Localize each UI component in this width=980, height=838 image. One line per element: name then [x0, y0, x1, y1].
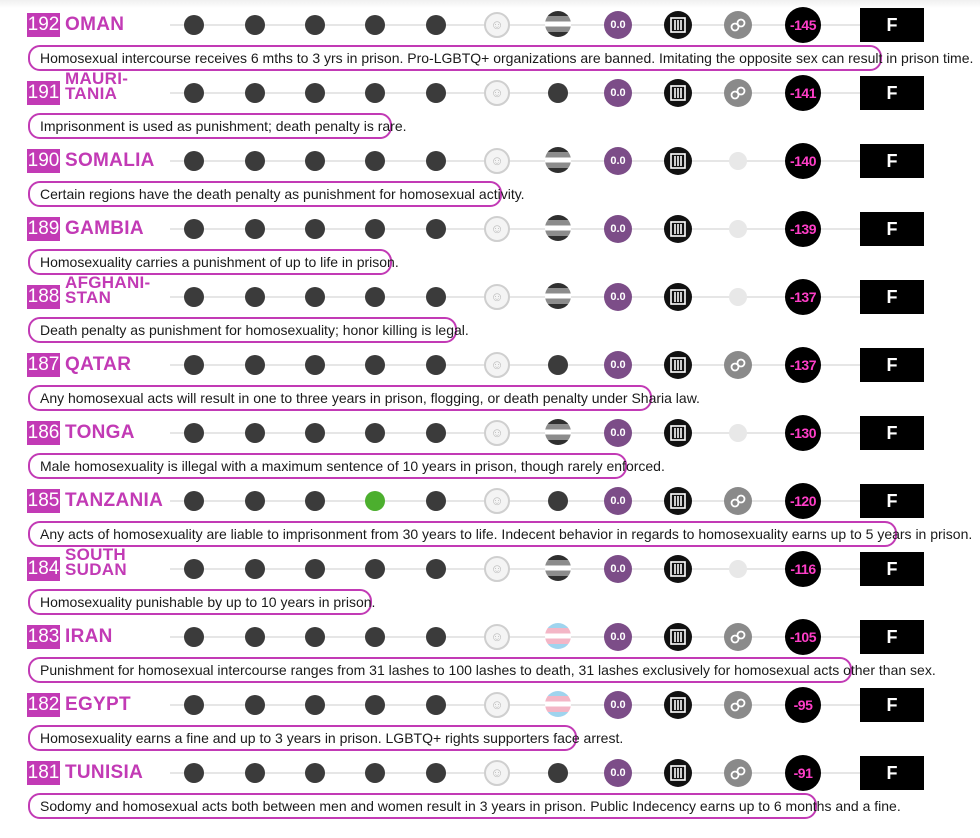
total-score: -141	[785, 75, 821, 111]
face-icon: ☺	[484, 352, 510, 378]
indicator-dot	[305, 15, 325, 35]
zero-score-badge: 0.0	[604, 215, 632, 243]
face-icon: ☺	[484, 488, 510, 514]
indicator-dot	[184, 763, 204, 783]
indicator-dot	[426, 151, 446, 171]
indicator-dot	[548, 763, 568, 783]
country-note: Imprisonment is used as punishment; death penalty is rare.	[28, 113, 392, 139]
rank-badge: 192	[27, 14, 60, 35]
country-name: QATAR	[65, 354, 132, 375]
country-name: GAMBIA	[65, 218, 144, 239]
zero-score-badge: 0.0	[604, 147, 632, 175]
zero-score-badge: 0.0	[604, 79, 632, 107]
indicator-dot	[184, 287, 204, 307]
prison-icon	[664, 419, 692, 447]
indicator-dot	[305, 219, 325, 239]
country-note: Sodomy and homosexual acts both between men and women result in 3 years in prison. Public Indecency earns up to 6 months and a fine.	[28, 793, 817, 819]
indicator-dot	[305, 287, 325, 307]
grade-badge: F	[860, 212, 924, 246]
handcuffs-icon	[724, 623, 752, 651]
country-name-line: AFGHANI-	[65, 273, 151, 292]
row-guide-line	[170, 500, 860, 502]
indicator-dot	[245, 287, 265, 307]
indicator-dot	[426, 287, 446, 307]
indicator-dot	[245, 491, 265, 511]
table-row	[0, 543, 980, 611]
striped-flag-icon	[545, 555, 571, 581]
striped-flag-icon	[545, 419, 571, 445]
total-score: -95	[785, 687, 821, 723]
indicator-dot	[245, 15, 265, 35]
grade-badge: F	[860, 280, 924, 314]
indicator-dot	[305, 695, 325, 715]
total-score: -105	[785, 619, 821, 655]
grade-badge: F	[860, 688, 924, 722]
country-name: IRAN	[65, 626, 113, 647]
indicator-dot	[426, 83, 446, 103]
zero-score-badge: 0.0	[604, 691, 632, 719]
total-score: -137	[785, 279, 821, 315]
country-name: TUNISIA	[65, 762, 144, 783]
rank-badge: 181	[27, 762, 60, 783]
indicator-dot	[305, 627, 325, 647]
row-guide-line	[170, 296, 860, 298]
country-name-line: MAURI-	[65, 69, 129, 88]
table-row	[0, 611, 980, 679]
indicator-dot	[305, 559, 325, 579]
country-note: Homosexuality punishable by up to 10 years in prison.	[28, 589, 372, 615]
row-guide-line	[170, 704, 860, 706]
country-note: Male homosexuality is illegal with a maximum sentence of 10 years in prison, though rarely enforced.	[28, 453, 627, 479]
empty-indicator-dot	[729, 288, 747, 306]
indicator-dot	[245, 695, 265, 715]
indicator-dot	[305, 151, 325, 171]
face-icon: ☺	[484, 216, 510, 242]
table-row	[0, 747, 980, 815]
country-name	[65, 71, 175, 107]
indicator-dot	[184, 627, 204, 647]
country-name: TONGA	[65, 422, 135, 443]
country-note: Homosexuality earns a fine and up to 3 years in prison. LGBTQ+ rights supporters face arrest.	[28, 725, 577, 751]
country-name: EGYPT	[65, 694, 131, 715]
table-row	[0, 67, 980, 135]
country-note: Any homosexual acts will result in one to three years in prison, flogging, or death penalty under Sharia law.	[28, 385, 652, 411]
zero-score-badge: 0.0	[604, 555, 632, 583]
indicator-dot	[548, 491, 568, 511]
table-row	[0, 475, 980, 543]
country-name	[65, 275, 175, 311]
indicator-dot	[184, 491, 204, 511]
total-score: -116	[785, 551, 821, 587]
indicator-dot	[365, 695, 385, 715]
face-icon: ☺	[484, 12, 510, 38]
indicator-dot	[184, 219, 204, 239]
total-score: -91	[785, 755, 821, 791]
indicator-dot	[426, 423, 446, 443]
indicator-dot	[184, 15, 204, 35]
country-note: Punishment for homosexual intercourse ranges from 31 lashes to 100 lashes to death, 31 lashes exclusively for homosexual acts other than sex.	[28, 657, 852, 683]
indicator-dot	[426, 15, 446, 35]
rank-badge: 182	[27, 694, 60, 715]
row-guide-line	[170, 24, 860, 26]
indicator-dot	[365, 15, 385, 35]
rank-badge: 184	[27, 558, 60, 579]
zero-score-badge: 0.0	[604, 419, 632, 447]
indicator-dot	[365, 219, 385, 239]
grade-badge: F	[860, 76, 924, 110]
indicator-dot	[365, 355, 385, 375]
handcuffs-icon	[724, 691, 752, 719]
empty-indicator-dot	[729, 220, 747, 238]
handcuffs-icon	[724, 487, 752, 515]
trans-flag-icon	[545, 691, 571, 717]
empty-indicator-dot	[729, 560, 747, 578]
indicator-dot	[184, 695, 204, 715]
rank-badge: 191	[27, 82, 60, 103]
table-row	[0, 679, 980, 747]
indicator-dot	[426, 559, 446, 579]
grade-badge: F	[860, 8, 924, 42]
prison-icon	[664, 147, 692, 175]
row-guide-line	[170, 568, 860, 570]
rank-badge: 190	[27, 150, 60, 171]
indicator-dot	[426, 695, 446, 715]
face-icon: ☺	[484, 624, 510, 650]
handcuffs-icon	[724, 11, 752, 39]
grade-badge: F	[860, 756, 924, 790]
country-note: Homosexual intercourse receives 6 mths to 3 yrs in prison. Pro-LGBTQ+ organizations are banned. Imitating the opposite sex can result in prison time.	[28, 45, 882, 71]
handcuffs-icon	[724, 351, 752, 379]
empty-indicator-dot	[729, 152, 747, 170]
indicator-dot	[365, 627, 385, 647]
indicator-dot	[365, 151, 385, 171]
striped-flag-icon	[545, 147, 571, 173]
indicator-dot	[305, 83, 325, 103]
prison-icon	[664, 79, 692, 107]
zero-score-badge: 0.0	[604, 623, 632, 651]
indicator-dot	[184, 559, 204, 579]
prison-icon	[664, 691, 692, 719]
total-score: -140	[785, 143, 821, 179]
zero-score-badge: 0.0	[604, 283, 632, 311]
country-name: OMAN	[65, 14, 125, 35]
rank-badge: 188	[27, 286, 60, 307]
face-icon: ☺	[484, 760, 510, 786]
indicator-dot	[548, 355, 568, 375]
indicator-dot	[365, 491, 385, 511]
face-icon: ☺	[484, 148, 510, 174]
zero-score-badge: 0.0	[604, 351, 632, 379]
prison-icon	[664, 351, 692, 379]
striped-flag-icon	[545, 11, 571, 37]
indicator-dot	[305, 355, 325, 375]
country-name: SOMALIA	[65, 150, 155, 171]
prison-icon	[664, 759, 692, 787]
indicator-dot	[245, 83, 265, 103]
country-note: Any acts of homosexuality are liable to imprisonment from 30 years to life. Indecent behavior in regards to homosexuality earns up to 5 years in prison.	[28, 521, 897, 547]
prison-icon	[664, 555, 692, 583]
total-score: -137	[785, 347, 821, 383]
row-guide-line	[170, 364, 860, 366]
empty-indicator-dot	[729, 424, 747, 442]
table-row	[0, 271, 980, 339]
indicator-dot	[426, 355, 446, 375]
indicator-dot	[245, 151, 265, 171]
striped-flag-icon	[545, 283, 571, 309]
indicator-dot	[184, 83, 204, 103]
zero-score-badge: 0.0	[604, 759, 632, 787]
indicator-dot	[365, 423, 385, 443]
indicator-dot	[245, 219, 265, 239]
country-note: Certain regions have the death penalty as punishment for homosexual activity.	[28, 181, 502, 207]
face-icon: ☺	[484, 692, 510, 718]
row-guide-line	[170, 92, 860, 94]
country-name-line: SOUTH	[65, 545, 126, 564]
indicator-dot	[305, 423, 325, 443]
indicator-dot	[365, 287, 385, 307]
grade-badge: F	[860, 552, 924, 586]
face-icon: ☺	[484, 556, 510, 582]
face-icon: ☺	[484, 284, 510, 310]
rank-badge: 183	[27, 626, 60, 647]
country-name-line: SUDAN	[65, 560, 127, 579]
indicator-dot	[245, 355, 265, 375]
rank-badge: 185	[27, 490, 60, 511]
indicator-dot	[365, 763, 385, 783]
total-score: -145	[785, 7, 821, 43]
zero-score-badge: 0.0	[604, 487, 632, 515]
country-name: TANZANIA	[65, 490, 164, 511]
country-note: Death penalty as punishment for homosexuality; honor killing is legal.	[28, 317, 457, 343]
prison-icon	[664, 623, 692, 651]
grade-badge: F	[860, 348, 924, 382]
country-name	[65, 547, 175, 583]
country-note: Homosexuality carries a punishment of up to life in prison.	[28, 249, 392, 275]
prison-icon	[664, 11, 692, 39]
handcuffs-icon	[724, 79, 752, 107]
row-guide-line	[170, 772, 860, 774]
indicator-dot	[426, 491, 446, 511]
table-row	[0, 135, 980, 203]
table-row	[0, 407, 980, 475]
country-name-line: STAN	[65, 288, 112, 307]
indicator-dot	[184, 355, 204, 375]
total-score: -130	[785, 415, 821, 451]
indicator-dot	[245, 763, 265, 783]
indicator-dot	[426, 763, 446, 783]
indicator-dot	[245, 559, 265, 579]
table-row	[0, 339, 980, 407]
rank-badge: 186	[27, 422, 60, 443]
indicator-dot	[305, 491, 325, 511]
table-row	[0, 203, 980, 271]
grade-badge: F	[860, 484, 924, 518]
prison-icon	[664, 283, 692, 311]
grade-badge: F	[860, 144, 924, 178]
trans-flag-icon	[545, 623, 571, 649]
zero-score-badge: 0.0	[604, 11, 632, 39]
indicator-dot	[245, 627, 265, 647]
rank-badge: 189	[27, 218, 60, 239]
indicator-dot	[305, 763, 325, 783]
row-guide-line	[170, 432, 860, 434]
handcuffs-icon	[724, 759, 752, 787]
indicator-dot	[184, 151, 204, 171]
rank-badge: 187	[27, 354, 60, 375]
row-guide-line	[170, 636, 860, 638]
face-icon: ☺	[484, 420, 510, 446]
face-icon: ☺	[484, 80, 510, 106]
indicator-dot	[426, 627, 446, 647]
row-guide-line	[170, 228, 860, 230]
striped-flag-icon	[545, 215, 571, 241]
grade-badge: F	[860, 416, 924, 450]
prison-icon	[664, 215, 692, 243]
row-guide-line	[170, 160, 860, 162]
indicator-dot	[184, 423, 204, 443]
total-score: -120	[785, 483, 821, 519]
grade-badge: F	[860, 620, 924, 654]
indicator-dot	[365, 83, 385, 103]
indicator-dot	[426, 219, 446, 239]
indicator-dot	[365, 559, 385, 579]
prison-icon	[664, 487, 692, 515]
country-name-line: TANIA	[65, 84, 118, 103]
table-row	[0, 0, 980, 67]
indicator-dot	[548, 83, 568, 103]
indicator-dot	[245, 423, 265, 443]
total-score: -139	[785, 211, 821, 247]
